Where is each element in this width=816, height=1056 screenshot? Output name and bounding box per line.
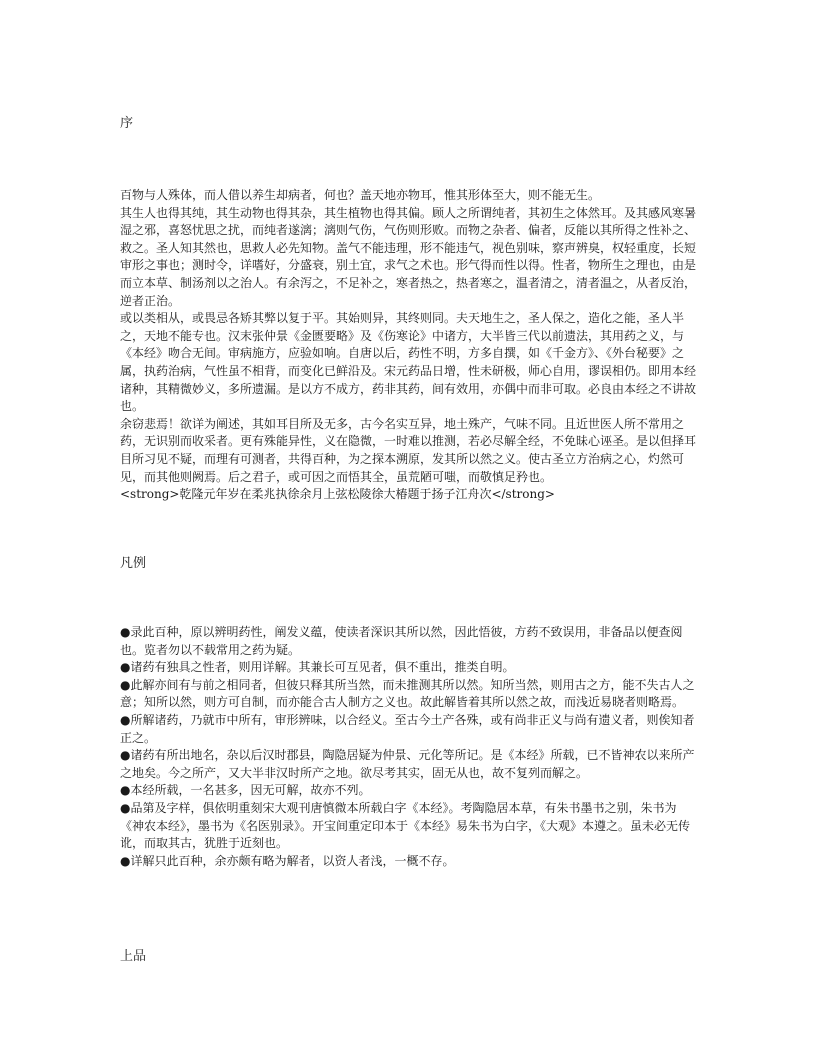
fanli-item-4: ●所解诸药，乃就市中所有，审形辨味，以合经义。至古今土产各殊，或有尚非正义与尚有遗义者，则俟知者正之。 [120, 712, 695, 745]
preface-paragraph-4: 余窃悲焉！欲详为阐述，其如耳目所及无多，古今名实互异，地土殊产，气味不同。且近世医人所不常用之药，无识别而收采者。更有殊能异性，义在隐微，一时难以推测，若必尽解全经，不免昧心诬圣。是以但择耳目所习见不疑，而理有可测者，共得百种，为之探本溯原，发其所以然之义。使古圣立方治病之心，灼然可见，而其他则阙焉。后之君子，或可因之而悟其全，虽荒陋可嗤，而敬慎足矜也。 [120, 416, 697, 484]
fanli-body [120, 624, 696, 870]
fanli-item-1: ●录此百种，原以辨明药性，阐发义蕴，使读者深识其所以然，因此悟彼，方药不致误用，非备品以便查阅也。览者勿以不载常用之药为疑。 [120, 625, 683, 657]
preface-paragraph-1: 百物与人殊体，而人借以养生却病者，何也？盖天地亦物耳，惟其形体至大，则不能无生。 [120, 188, 601, 202]
preface-signature: <strong>乾隆元年岁在柔兆执徐余月上弦松陵徐大椿题于扬子江舟次</strong> [120, 487, 555, 502]
fanli-item-8: ●详解只此百种，余亦颇有略为解者，以资人者浅，一概不存。 [120, 853, 455, 868]
fanli-item-6: ●本经所载，一名甚多，因无可解，故亦不列。 [120, 783, 371, 798]
preface-paragraph-2: 其生人也得其纯，其生动物也得其杂，其生植物也得其偏。顾人之所谓纯者，其初生之体然耳。及其感风寒暑湿之邪，喜怒忧思之扰，而纯者遂漓；漓则气伤，气伤则形败。而物之杂者、偏者，反能以其所得之性补之、救之。圣人知其然也，思救人必先知物。盖气不能违理，形不能违气，视色别味，察声辨臭，权轻重度，长短审形之事也；测时令，详嗜好，分盛衰，别土宜，求气之术也。形气得而性以得。性者，物所生之理也，由是而立本草、制汤剂以之治人。有余泻之，不足补之，寒者热之，热者寒之，温者清之，清者温之，从者反治，逆者正治。 [120, 205, 697, 308]
fanli-item-5: ●诸药有所出地名，杂以后汉时郡县，陶隐居疑为仲景、元化等所记。是《本经》所载，已不皆神农以来所产之地矣。今之所产，又大半非汉时所产之地。欲尽考其实，固无从也，故不复列而解之。 [120, 748, 695, 780]
fanli-item-2: ●诸药有独具之性者，则用详解。其兼长可互见者，俱不重出，推类自明。 [120, 660, 515, 675]
preface-paragraph-3: 或以类相从，或畏忌各矫其弊以复于平。其始则异，其终则同。夫天地生之，圣人保之，造化之能，圣人半之，天地不能专也。汉末张仲景《金匮要略》及《伤寒论》中诸方，大半皆三代以前遗法，其用药之义，与《本经》吻合无间。审病施方，应验如响。自唐以后，药性不明，方多自撰，如《千金方》、《外台秘要》之属，执药治病，气性虽不相背，而变化已鲜沿及。宋元药品日增，性未研极，师心自用，谬误相仍。即用本经诸种，其精微妙义，多所遗漏。是以方不成方，药非其药，间有效用，亦偶中而非可取。必良由本经之不讲故也。 [120, 311, 697, 414]
fanli-item-7: ●品第及字样，俱依明重刻宋大观刊唐慎微本所载白字《本经》。考陶隐居本草，有朱书墨书之别，朱书为《神农本经》，墨书为《名医别录》。开宝间重定印本于《本经》易朱书为白字，《大观》本遵之。虽未必无传讹，而取其古，犹胜于近刻也。 [120, 800, 691, 851]
fanli-heading: 凡例 [120, 556, 147, 571]
fanli-item-3: ●此解亦间有与前之相同者，但彼只释其所当然，而未推测其所以然。知所当然，则用古之方，能不失古人之意；知所以然，则方可自制，而亦能合古人制方之义也。故此解皆着其所以然之故，而浅近易晓者则略焉。 [120, 677, 695, 710]
preface-heading: 序 [120, 116, 134, 131]
preface-body [120, 187, 696, 504]
shangpin-heading: 上品 [120, 949, 147, 964]
